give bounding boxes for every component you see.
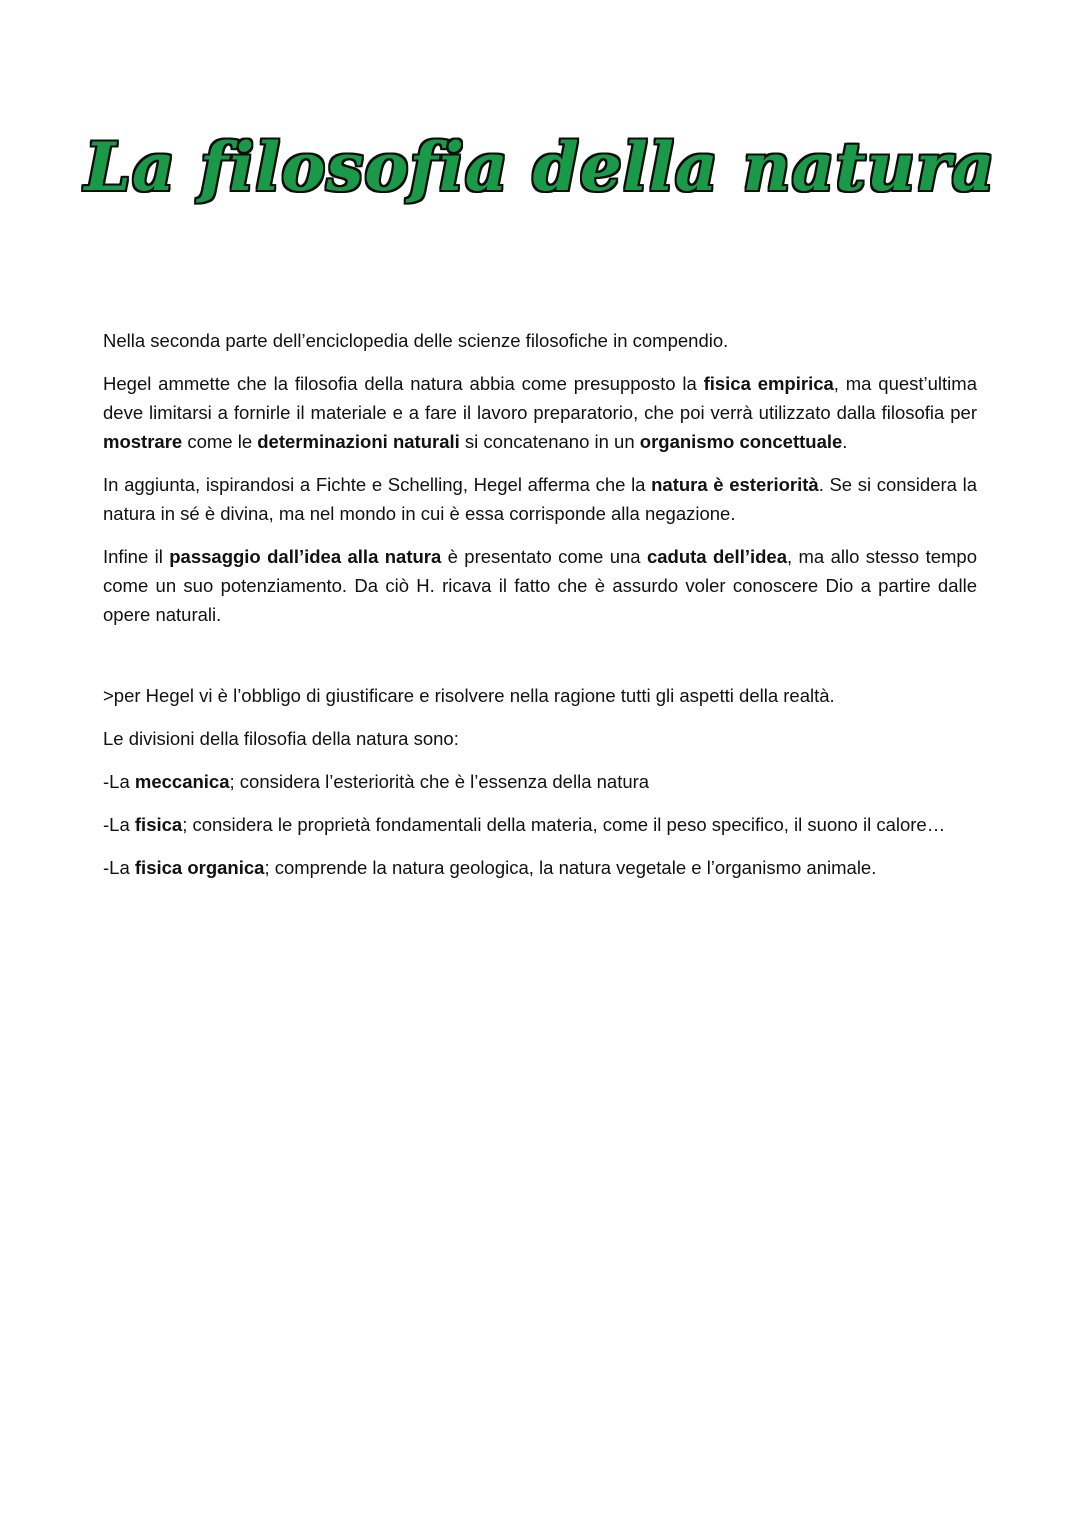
paragraph-esteriorita: In aggiunta, ispirandosi a Fichte e Schelling, Hegel afferma che la natura è esteriorità. Se si considera la natura in sé è divina, ma nel mondo in cui è essa corrisponde alla negazione. <box>103 474 977 524</box>
page-title: La filosofia della natura <box>84 128 996 206</box>
bold-mostrare: mostrare <box>103 431 183 452</box>
list-item-fisica: -La fisica; considera le proprietà fondamentali della materia, come il peso specifico, il suono il calore… <box>103 814 946 835</box>
bold-fisica: fisica <box>134 814 183 835</box>
paragraph-obbligo: >per Hegel vi è l’obbligo di giustificare e risolvere nella ragione tutti gli aspetti della realtà. <box>103 685 835 706</box>
paragraph-fisica-empirica: Hegel ammette che la filosofia della natura abbia come presupposto la fisica empirica, ma quest’ultima deve limitarsi a fornirle il materiale e a fare il lavoro preparatorio, che poi verrà utilizzato dalla filosofia per mostrare come le determinazioni naturali si concatenano in un organismo concettuale. <box>103 373 977 452</box>
bold-determinazioni-naturali: determinazioni naturali <box>257 431 460 452</box>
bold-fisica-organica: fisica organica <box>134 857 265 878</box>
paragraph-divisioni: Le divisioni della filosofia della natura sono: <box>103 728 459 749</box>
bold-passaggio: passaggio dall’idea alla natura <box>169 546 442 567</box>
paragraph-intro: Nella seconda parte dell’enciclopedia delle scienze filosofiche in compendio. <box>103 330 729 351</box>
list-item-meccanica: -La meccanica; considera l’esteriorità che è l’essenza della natura <box>103 771 650 792</box>
bold-meccanica: meccanica <box>134 771 230 792</box>
bold-organismo-concettuale: organismo concettuale <box>639 431 843 452</box>
bold-natura-esteriorita: natura è esteriorità <box>651 474 819 495</box>
bold-fisica-empirica: fisica empirica <box>703 373 834 394</box>
paragraph-passaggio: Infine il passaggio dall’idea alla natura è presentato come una caduta dell’idea, ma allo stesso tempo come un suo potenziamento. Da ciò H. ricava il fatto che è assurdo voler conoscere Dio a partire dalle opere naturali. <box>103 546 978 625</box>
list-item-fisica-organica: -La fisica organica; comprende la natura geologica, la natura vegetale e l’organismo animale. <box>103 857 877 878</box>
bold-caduta-idea: caduta dell’idea <box>646 546 787 567</box>
document-body <box>103 326 977 896</box>
